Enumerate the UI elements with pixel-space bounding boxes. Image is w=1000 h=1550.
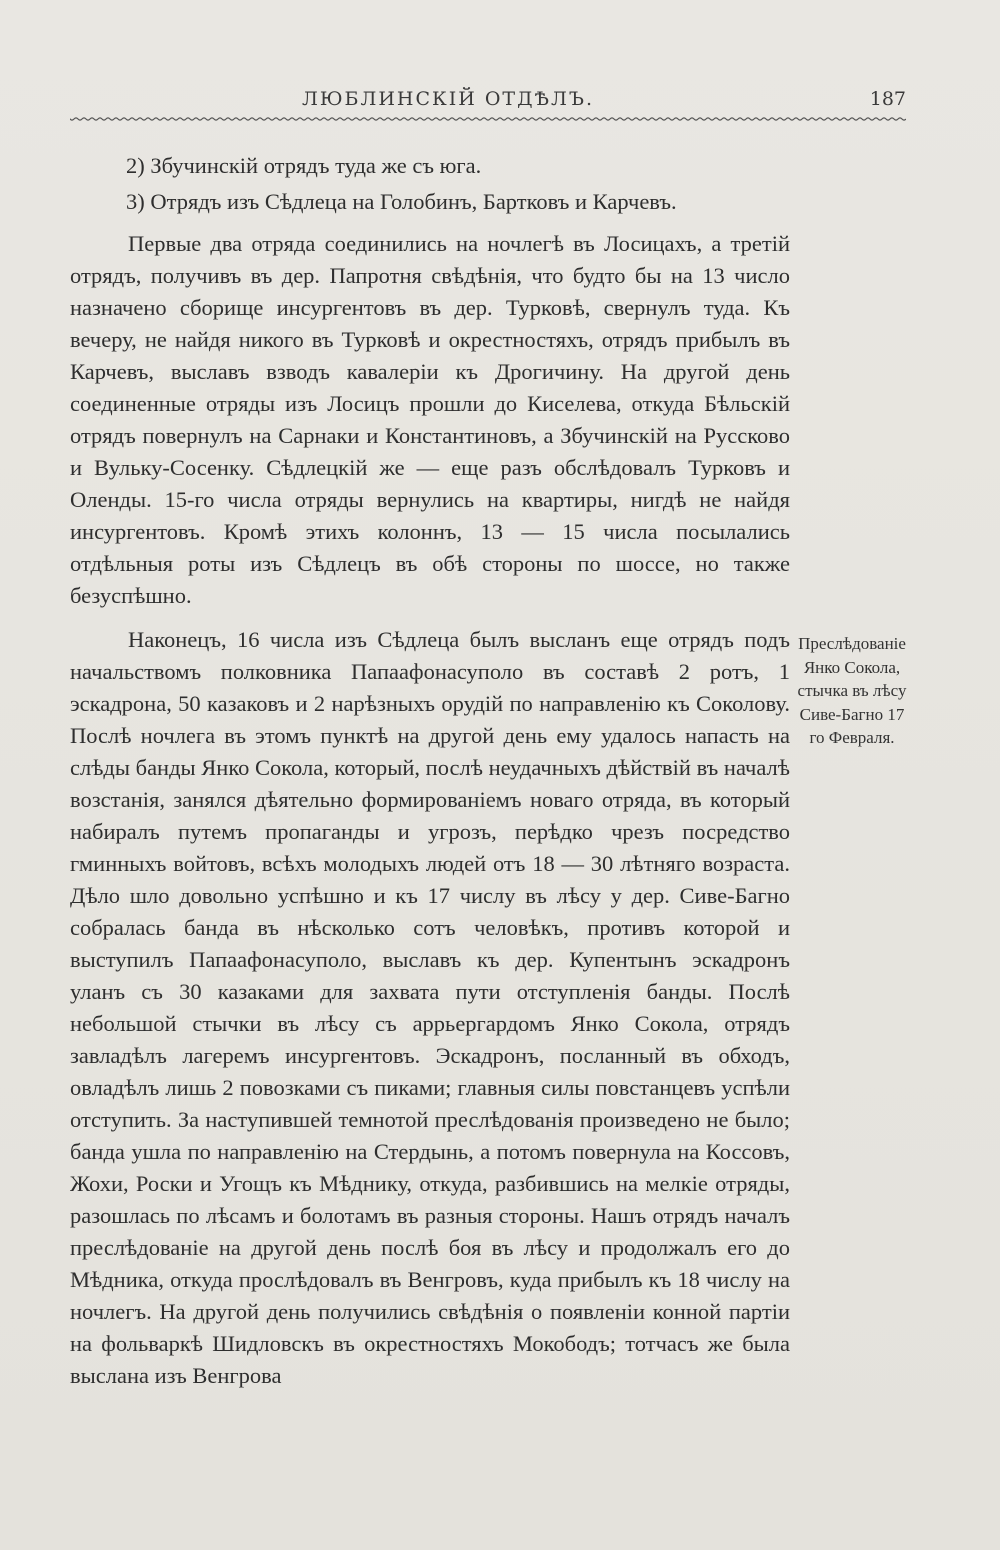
margin-note: Преслѣдованіе Янко Сокола, стычка въ лѣсу Сиве-Багно 17 го Февраля. [797,634,907,747]
list-item: 2) Збучинскій отрядъ туда же съ юга. [126,153,482,178]
page-number: 187 [869,88,906,110]
paragraph-2: Наконецъ, 16 числа изъ Сѣдлеца былъ высланъ еще отрядъ подъ начальствомъ полковника Папаафонасуполо въ составѣ 2 ротъ, 1 эскадрона, 50 казаковъ и 2 нарѣзныхъ орудій по направленію къ Соколову. Послѣ ночлега въ этомъ пунктѣ на другой день ему удалось напасть на слѣды банды Янко Сокола, который, послѣ неудачныхъ дѣйствій въ началѣ возстанія, занялся дѣятельно формированіемъ новаго отряда, въ который набиралъ путемъ пропаганды и угрозъ, перѣдко чрезъ посредство гминныхъ войтовъ, всѣхъ молодыхъ людей отъ 18 — 30 лѣтняго возраста. Дѣло шло довольно успѣшно и къ 17 числу въ лѣсу у дер. Сиве-Багно собралась банда въ нѣсколько сотъ человѣкъ, противъ которой и выступилъ Папаафонасуполо, выславъ къ дер. Купентынъ эскадронъ уланъ съ 30 казаками для захвата пути отступленія банды. Послѣ небольшой стычки въ лѣсу съ аррьергардомъ Янко Сокола, отрядъ завладѣлъ лагеремъ инсургентовъ. Эскадронъ, посланный въ обходъ, овладѣлъ лишь 2 повозками съ пиками; главныя силы повстанцевъ успѣли отступить. За наступившей темнотой преслѣдованія произведено не было; банда ушла по направленію на Стердынь, а потомъ повернула на Коссовъ, Жохи, Роски и Угощъ къ Мѣднику, откуда, разбившись на мелкіе отряды, разошлась по лѣсамъ и болотамъ въ разныя стороны. Нашъ отрядъ началъ преслѣдованіе на другой день послѣ боя въ лѣсу и продолжалъ его до Мѣдника, откуда прослѣдовалъ въ Венгровъ, куда прибылъ къ 18 числу на ночлегъ. На другой день получились свѣдѣнія о появленіи конной партіи на фольваркѣ Шидловскъ въ окрестностяхъ Мокободъ; тотчасъ же была выслана изъ Венгрова [70,627,790,1388]
list-item: 3) Отрядъ изъ Сѣдлеца на Голобинъ, Бартковъ и Карчевъ. [126,189,677,214]
decorative-wavy-rule [70,112,906,126]
paragraph-1: Первые два отряда соединились на ночлегѣ въ Лосицахъ, а третій отрядъ, получивъ въ дер. Папротня свѣдѣнія, что будто бы на 13 число назначено сборище инсургентовъ въ дер. Турковѣ, свернулъ туда. Къ вечеру, не найдя никого въ Турковѣ и окрестностяхъ, отрядъ прибылъ въ Карчевъ, выславъ взводъ кавалеріи къ Дрогичину. На другой день соединенные отряды изъ Лосицъ прошли до Киселева, откуда Бѣльскій отрядъ повернулъ на Сарнаки и Константиновъ, а Збучинскій на Русcково и Вульку-Сосенку. Сѣдлецкій же — еще разъ обслѣдовалъ Турковъ и Оленды. 15-го числа отряды вернулись на квартиры, нигдѣ не найдя инсургентовъ. Кромѣ этихъ колоннъ, 13 — 15 числа посылались отдѣльныя роты изъ Сѣдлецъ въ обѣ стороны по шоссе, но также безуспѣшно. [70,231,790,608]
main-text [70,150,790,1392]
running-title: ЛЮБЛИНСКІЙ ОТДѢЛЪ. [302,88,594,110]
